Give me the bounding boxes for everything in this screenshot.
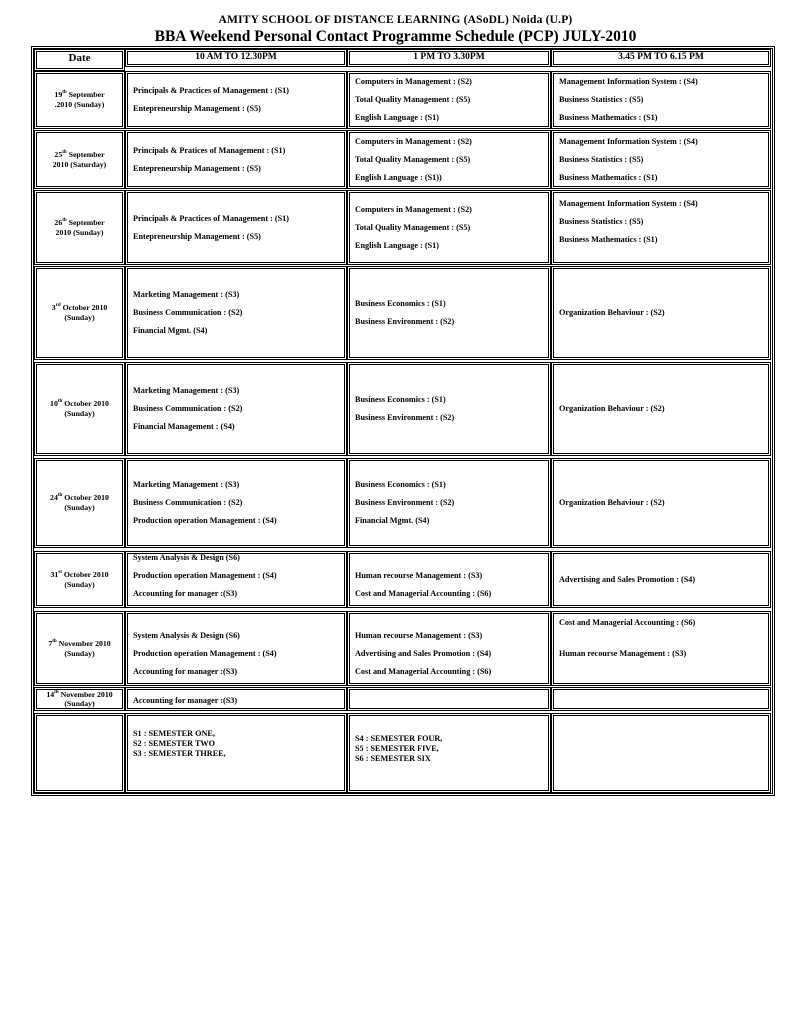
date-line <box>37 639 122 649</box>
date-month: October 2010 <box>62 399 109 408</box>
session-cell <box>127 132 345 187</box>
date-line <box>37 570 122 580</box>
date-cell <box>36 553 123 606</box>
legend-entry: S3 : SEMESTER THREE, <box>133 748 226 758</box>
session-cell <box>127 268 345 358</box>
course-entry: Principals & Pratices of Management : (S1) <box>133 145 286 155</box>
date-day: 31 <box>50 569 59 579</box>
course-entry: Business Communication : (S2) <box>133 498 243 507</box>
session-cell <box>349 192 549 263</box>
course-entry: Computers in Management : (S2) <box>355 77 472 86</box>
date-line <box>37 493 122 503</box>
course-entry: Entepreneurship Management : (S5) <box>133 231 261 241</box>
semester-legend <box>349 715 549 791</box>
course-entry: Business Statistics : (S5) <box>559 217 644 226</box>
course-entry: Total Quality Management : (S5) <box>355 95 471 104</box>
date-day: 19 <box>54 90 63 99</box>
course-entry: English Language : (S1) <box>355 240 439 250</box>
course-entry: System Analysis & Design (S6) <box>133 631 240 640</box>
date-day: 3 <box>51 303 56 312</box>
course-entry: Computers in Management : (S2) <box>355 204 472 214</box>
column-header: 1 PM TO 3.30PM <box>349 51 549 65</box>
date-day: 10 <box>50 399 58 408</box>
legend-entry: S5 : SEMESTER FIVE, <box>355 743 439 753</box>
course-entry: Advertising and Sales Promotion : (S4) <box>559 574 696 584</box>
date-line <box>37 399 122 409</box>
course-entry: Business Environment : (S2) <box>355 317 455 326</box>
date-suffix: th <box>62 90 67 95</box>
course-entry: Organization Behaviour : (S2) <box>559 308 665 317</box>
date-year: (Sunday) <box>64 313 95 322</box>
session-cell <box>127 553 345 606</box>
date-month: November 2010 <box>58 690 113 699</box>
course-entry: Marketing Management : (S3) <box>133 480 240 489</box>
date-day: 24 <box>50 493 58 502</box>
course-entry: Business Statistics : (S5) <box>559 95 644 104</box>
date-month: September <box>66 90 105 99</box>
session-cell <box>127 689 345 709</box>
date-year: 2010 (Saturday) <box>52 159 107 169</box>
course-entry: English Language : (S1)) <box>355 172 442 182</box>
session-cell <box>127 613 345 684</box>
date-day: 26 <box>54 217 63 227</box>
course-entry: Business Communication : (S2) <box>133 404 243 413</box>
course-entry: Entepreneurship Management : (S5) <box>133 104 261 113</box>
session-cell <box>349 553 549 606</box>
date-suffix: th <box>52 638 57 644</box>
date-suffix: th <box>57 399 63 404</box>
course-entry: Total Quality Management : (S5) <box>355 154 471 164</box>
date-cell <box>36 689 123 709</box>
session-cell <box>553 192 769 263</box>
legend-empty-cell <box>553 715 769 791</box>
date-year: (Sunday) <box>64 699 95 708</box>
course-entry: Marketing Management : (S3) <box>133 386 240 395</box>
date-month: September <box>66 217 105 227</box>
date-year: .2010 (Sunday) <box>54 100 105 109</box>
date-suffix: st <box>58 569 62 575</box>
course-entry: Computers in Management : (S2) <box>355 136 472 146</box>
session-cell <box>349 613 549 684</box>
session-cell <box>349 268 549 358</box>
course-entry: Accounting for manager :(S3) <box>133 696 238 705</box>
date-line <box>37 303 122 313</box>
schedule-title: BBA Weekend Personal Contact Programme Schedule (PCP) JULY-2010 <box>154 28 637 45</box>
course-entry: Business Statistics : (S5) <box>559 154 644 164</box>
course-entry: Advertising and Sales Promotion : (S4) <box>355 649 492 658</box>
course-entry: Principals & Practices of Management : (S1) <box>133 213 289 223</box>
course-entry: English Language : (S1) <box>355 113 439 122</box>
course-entry: Accounting for manager :(S3) <box>133 589 238 598</box>
course-entry: Production operation Management : (S4) <box>133 649 277 658</box>
course-entry: Entepreneurship Management : (S5) <box>133 163 261 173</box>
course-entry: Business Environment : (S2) <box>355 498 455 507</box>
course-entry: Production operation Management : (S4) <box>133 571 277 580</box>
course-entry: Business Mathematics : (S1) <box>559 172 658 182</box>
session-cell <box>553 364 769 454</box>
course-entry: Human recourse Management : (S3) <box>355 571 483 580</box>
session-cell <box>553 613 769 684</box>
session-cell <box>349 460 549 546</box>
session-cell <box>553 268 769 358</box>
semester-legend <box>127 715 345 791</box>
course-entry: Business Economics : (S1) <box>355 480 446 489</box>
course-entry: Human recourse Management : (S3) <box>355 631 483 640</box>
course-entry: Business Economics : (S1) <box>355 395 446 404</box>
date-year: (Sunday) <box>64 503 95 512</box>
date-suffix: rd <box>55 303 61 308</box>
course-entry: Cost and Managerial Accounting : (S6) <box>559 618 696 627</box>
legend-entry: S2 : SEMESTER TWO <box>133 738 215 748</box>
course-entry: Business Environment : (S2) <box>355 413 455 422</box>
session-cell <box>553 553 769 606</box>
course-entry: Business Economics : (S1) <box>355 299 446 308</box>
date-day: 7 <box>48 638 53 648</box>
legend-entry: S6 : SEMESTER SIX <box>355 753 431 763</box>
course-entry: Production operation Management : (S4) <box>133 516 277 525</box>
session-cell <box>127 73 345 127</box>
date-cell <box>36 73 123 127</box>
date-cell <box>36 613 123 684</box>
date-suffix: th <box>62 217 67 223</box>
date-line <box>37 150 122 160</box>
course-entry: Management Information System : (S4) <box>559 77 698 86</box>
session-cell <box>349 689 549 709</box>
course-entry: Accounting for manager :(S3) <box>133 667 238 676</box>
date-cell <box>36 460 123 546</box>
date-day: 14 <box>46 690 55 699</box>
course-entry: Cost and Managerial Accounting : (S6) <box>355 667 492 676</box>
course-entry: Principals & Practices of Management : (S1) <box>133 86 289 95</box>
course-entry: Financial Management : (S4) <box>133 422 235 431</box>
session-cell <box>349 364 549 454</box>
date-year: 2010 (Sunday) <box>55 227 104 237</box>
session-cell <box>127 192 345 263</box>
session-cell <box>349 132 549 187</box>
date-line <box>37 218 122 228</box>
date-year: (Sunday) <box>64 409 95 418</box>
date-month: October 2010 <box>60 303 108 312</box>
date-suffix: th <box>54 690 59 695</box>
legend-empty-cell <box>36 715 123 791</box>
session-cell <box>553 689 769 709</box>
date-suffix: th <box>57 493 63 498</box>
date-cell <box>36 364 123 454</box>
legend-entry: S1 : SEMESTER ONE, <box>133 729 215 738</box>
date-cell <box>36 192 123 263</box>
date-line <box>37 690 122 699</box>
course-entry: Business Communication : (S2) <box>133 308 243 317</box>
course-entry: Organization Behaviour : (S2) <box>559 404 665 413</box>
course-entry: Business Mathematics : (S1) <box>559 113 658 122</box>
session-cell <box>127 364 345 454</box>
course-entry: Human recourse Management : (S3) <box>559 649 687 658</box>
column-header: Date <box>36 51 123 69</box>
legend-entry: S4 : SEMESTER FOUR, <box>355 734 443 743</box>
date-cell <box>36 268 123 358</box>
institution-title: AMITY SCHOOL OF DISTANCE LEARNING (ASoDL) Noida (U.P) <box>218 14 573 26</box>
date-month: September <box>66 149 105 159</box>
column-header: 10 AM TO 12.30PM <box>127 51 345 65</box>
course-entry: Marketing Management : (S3) <box>133 290 240 299</box>
course-entry: Financial Mgmt. (S4) <box>133 326 208 335</box>
session-cell <box>553 132 769 187</box>
course-entry: Cost and Managerial Accounting : (S6) <box>355 589 492 598</box>
course-entry: System Analysis & Design (S6) <box>133 553 240 562</box>
course-entry: Business Mathematics : (S1) <box>559 235 658 244</box>
date-line <box>37 90 122 100</box>
session-cell <box>553 460 769 546</box>
course-entry: Management Information System : (S4) <box>559 136 698 146</box>
column-header: 3.45 PM TO 6.15 PM <box>553 51 769 65</box>
course-entry: Organization Behaviour : (S2) <box>559 498 665 507</box>
date-year: (Sunday) <box>64 579 95 589</box>
date-month: October 2010 <box>62 493 109 502</box>
session-cell <box>553 73 769 127</box>
date-suffix: th <box>62 149 67 155</box>
date-day: 25 <box>54 149 63 159</box>
course-entry: Management Information System : (S4) <box>559 199 698 208</box>
date-month: October 2010 <box>61 569 109 579</box>
course-entry: Financial Mgmt. (S4) <box>355 516 430 525</box>
date-cell <box>36 132 123 187</box>
session-cell <box>127 460 345 546</box>
session-cell <box>349 73 549 127</box>
date-year: (Sunday) <box>64 648 95 658</box>
course-entry: Total Quality Management : (S5) <box>355 222 471 232</box>
date-month: November 2010 <box>56 638 111 648</box>
